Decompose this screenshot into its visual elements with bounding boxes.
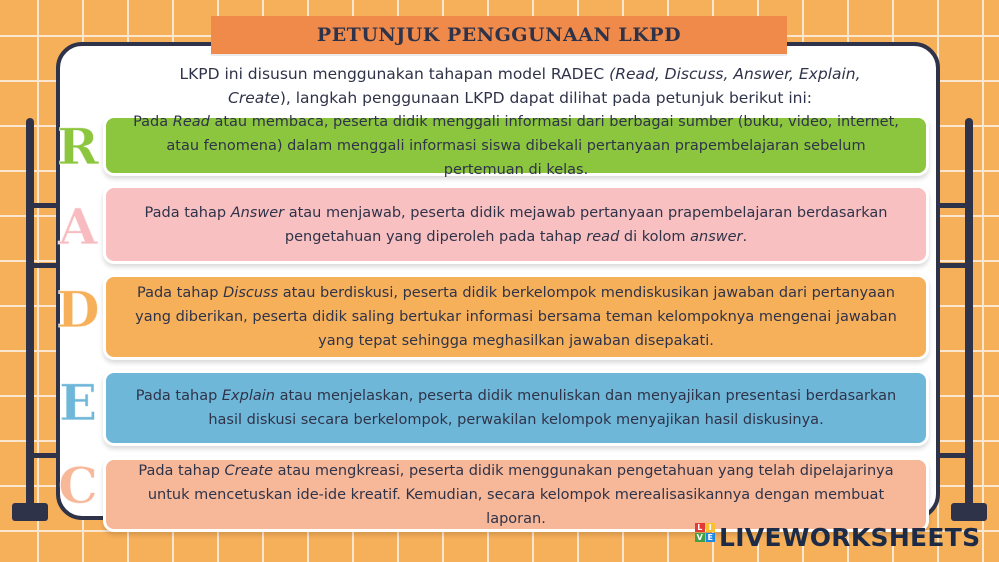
text-run: atau menjawab, peserta didik mejawab pertanyaan prapembelajaran berdasarkan pengetahuan yang diperoleh pada tahap	[284, 204, 888, 245]
intro-text	[150, 62, 890, 110]
step-discuss-box	[103, 274, 929, 360]
stand-rung	[938, 453, 968, 458]
text-run: atau mengkreasi, peserta didik menggunakan pengetahuan yang telah dipelajarinya untuk mencetuskan ide-ide kreatif. Kemudian, secara kelompok merealisasikannya dengan membuat laporan.	[147, 462, 894, 527]
stand-foot-right	[951, 503, 987, 521]
mark-letter: L	[695, 523, 705, 532]
stand-rung	[938, 263, 968, 268]
intro-model-terms: (Read, Discuss, Answer, Explain,	[609, 65, 861, 83]
step-answer-text	[126, 201, 906, 249]
term-create: Create	[224, 462, 274, 479]
title-banner	[211, 16, 787, 54]
term-explain: Explain	[221, 388, 275, 404]
liveworksheets-logo	[695, 521, 980, 553]
text-run: Pada	[133, 113, 173, 130]
letter-r-char: R	[57, 117, 99, 176]
liveworksheets-text: LIVEWORKSHEETS	[719, 522, 981, 552]
mark-letter: E	[706, 533, 716, 542]
text-run: atau menjelaskan, peserta didik menuliskan dan menyajikan presentasi berdasarkan hasil diskusi secara berkelompok, perwakilan kelompok menyajikan hasil diskusinya.	[208, 388, 897, 428]
term-read-inline: read	[586, 228, 620, 245]
term-answer: Answer	[230, 204, 285, 221]
letter-c	[52, 456, 104, 516]
step-discuss-text	[126, 281, 906, 353]
step-read-box	[103, 115, 929, 176]
stand-pole-right	[965, 118, 973, 510]
letter-e	[52, 373, 104, 433]
intro-line2: ), langkah penggunaan LKPD dapat dilihat pada petunjuk berikut ini:	[279, 89, 812, 107]
text-run: Pada tahap	[144, 204, 231, 221]
step-explain-text	[126, 384, 906, 432]
stand-foot-left	[12, 503, 48, 521]
letter-a-char: A	[58, 197, 98, 256]
text-run: Pada tahap	[135, 388, 222, 404]
text-run: .	[742, 228, 748, 245]
text-run: di kolom	[619, 228, 691, 245]
text-run: Pada tahap	[136, 285, 224, 301]
step-create-text	[126, 459, 906, 531]
intro-create-term: Create	[228, 89, 280, 107]
step-answer-box	[103, 185, 929, 264]
page-title: PETUNJUK PENGGUNAAN LKPD	[316, 24, 682, 46]
term-answer-inline: answer	[690, 228, 743, 245]
step-read-text	[126, 110, 906, 182]
letter-e-char: E	[58, 373, 98, 432]
text-run: atau berdiskusi, peserta didik berkelompok mendiskusikan jawaban dari pertanyaan yang diberikan, peserta didik saling bertukar informasi bersama teman kelompoknya mengenai jawaban yang tepat sehingga meghasilkan jawaban disepakati.	[135, 285, 897, 349]
letter-r	[52, 117, 104, 177]
stand-rung	[30, 263, 58, 268]
stand-pole-left	[26, 118, 34, 510]
text-run: atau membaca, peserta didik menggali informasi dari berbagai sumber (buku, video, internet, atau fenomena) dalam menggali informasi siswa dibekali pertanyaan prapembelajaran sebelum pertemuan di kelas.	[166, 113, 899, 178]
letter-d-char: D	[56, 280, 100, 339]
intro-line1: LKPD ini disusun menggunakan tahapan model RADEC	[179, 65, 610, 83]
mark-letter: I	[706, 523, 716, 532]
step-explain-box	[103, 370, 929, 446]
letter-c-char: C	[58, 456, 98, 515]
text-run: Pada tahap	[138, 462, 225, 479]
term-discuss: Discuss	[223, 285, 279, 301]
liveworksheets-mark-icon	[695, 523, 715, 551]
letter-a	[52, 197, 104, 257]
mark-letter: V	[696, 533, 703, 542]
term-read: Read	[172, 113, 210, 130]
stand-rung	[938, 203, 968, 208]
letter-d	[52, 280, 104, 340]
